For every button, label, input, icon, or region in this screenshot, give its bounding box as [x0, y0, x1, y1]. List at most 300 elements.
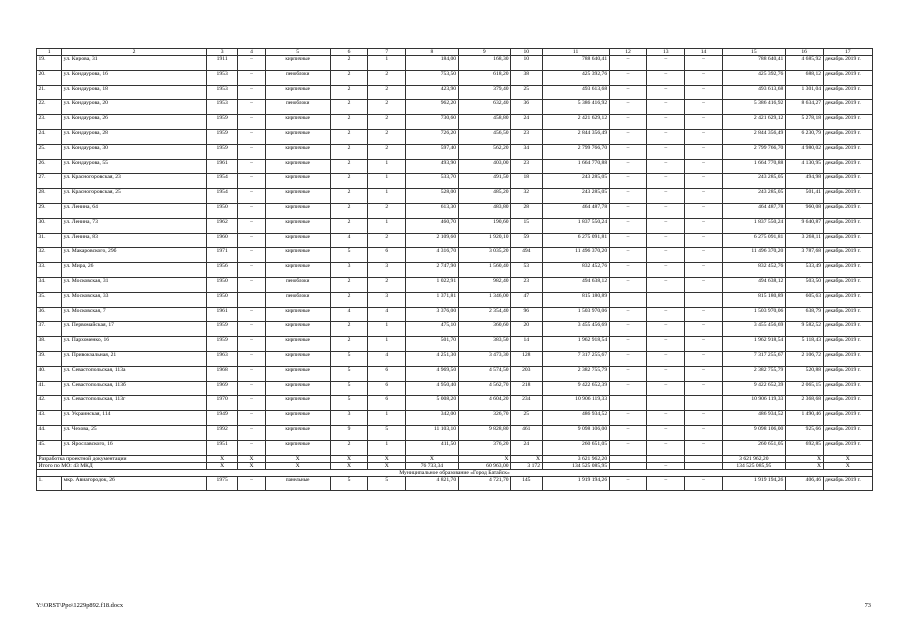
table-cell: ул. Ленина, 64: [62, 203, 207, 218]
table-cell: 24: [511, 440, 542, 455]
table-cell: 5: [330, 248, 368, 263]
table-row: [37, 56, 873, 71]
table-cell: [609, 396, 647, 411]
table-cell: декабрь 2019 г.: [823, 277, 872, 292]
table-cell: –: [609, 425, 647, 440]
table-cell: 1959: [206, 129, 237, 144]
table-cell: декабрь 2019 г.: [823, 337, 872, 352]
table-cell: –: [647, 129, 685, 144]
table-cell: 39.: [37, 351, 62, 366]
table-cell: –: [238, 203, 265, 218]
table-cell: –: [647, 248, 685, 263]
table-cell: 726,20: [406, 129, 458, 144]
table-cell: –: [647, 381, 685, 396]
column-number: 8: [406, 49, 458, 56]
table-row: [37, 129, 873, 144]
table-cell: декабрь 2019 г.: [823, 322, 872, 337]
table-cell: 45.: [37, 440, 62, 455]
table-cell: кирпичные: [265, 115, 330, 130]
table-cell: –: [647, 100, 685, 115]
document-file-path: Y:\ORST\Ppo\1229p892.f18.docx: [36, 602, 124, 609]
table-cell: ул. Московская, 7: [62, 307, 207, 322]
table-cell: ул. Макаровского, 29б: [62, 248, 207, 263]
table-cell: ул. Мира, 26: [62, 263, 207, 278]
table-cell: кирпичные: [265, 396, 330, 411]
table-cell: 7 317 255,67: [722, 351, 785, 366]
table-cell: декабрь 2019 г.: [823, 381, 872, 396]
table-cell: 6: [368, 248, 406, 263]
table-cell: декабрь 2019 г.: [823, 129, 872, 144]
table-cell: ул. Первомайская, 17: [62, 322, 207, 337]
table-cell: 520,88: [785, 366, 823, 381]
table-cell: –: [685, 277, 723, 292]
table-cell: –: [685, 218, 723, 233]
table-cell: 425 392,76: [542, 70, 609, 85]
table-cell: –: [647, 233, 685, 248]
table-cell: 4 251,30: [406, 351, 458, 366]
table-cell: –: [609, 263, 647, 278]
table-cell: –: [685, 476, 723, 491]
table-cell: 243 285,05: [542, 189, 609, 204]
table-cell: 2: [368, 115, 406, 130]
table-cell: 5 278,18: [785, 115, 823, 130]
table-cell: 618,20: [458, 70, 510, 85]
table-cell: 11 103,10: [406, 425, 458, 440]
table-cell: 730,60: [406, 115, 458, 130]
table-cell: –: [238, 174, 265, 189]
table-cell: 36.: [37, 307, 62, 322]
table-cell: –: [238, 351, 265, 366]
column-number: 4: [238, 49, 265, 56]
table-cell: [238, 292, 265, 307]
table-cell: –: [609, 322, 647, 337]
table-cell: –: [609, 115, 647, 130]
table-cell: 10: [511, 56, 542, 71]
table-cell: –: [609, 233, 647, 248]
table-cell: ул. Украинская, 114: [62, 411, 207, 426]
column-number: 2: [62, 49, 207, 56]
table-cell: –: [647, 411, 685, 426]
table-cell: 464 487,78: [542, 203, 609, 218]
table-cell: кирпичные: [265, 366, 330, 381]
table-cell: –: [647, 203, 685, 218]
table-cell: ул. Ленина, 83: [62, 233, 207, 248]
table-cell: [647, 396, 685, 411]
table-cell: [685, 462, 723, 469]
table-cell: декабрь 2019 г.: [823, 476, 872, 491]
table-cell: 1.: [37, 476, 62, 491]
table-cell: –: [685, 115, 723, 130]
table-cell: 342,00: [406, 411, 458, 426]
table-cell: X: [330, 455, 368, 462]
table-cell: [685, 292, 723, 307]
table-cell: 464 487,78: [722, 203, 785, 218]
table-cell: 1961: [206, 307, 237, 322]
column-number: 6: [330, 49, 368, 56]
table-cell: –: [647, 159, 685, 174]
table-cell: кирпичные: [265, 322, 330, 337]
table-cell: 1959: [206, 337, 237, 352]
table-cell: 475,10: [406, 322, 458, 337]
table-cell: 30.: [37, 218, 62, 233]
table-cell: ул. Красногоровская, 23: [62, 174, 207, 189]
table-row: [37, 144, 873, 159]
table-cell: 20: [511, 322, 542, 337]
table-cell: ул. Кондаурова, 18: [62, 85, 207, 100]
table-cell: –: [609, 56, 647, 71]
table-row: [37, 233, 873, 248]
table-cell: –: [609, 100, 647, 115]
table-cell: 31.: [37, 233, 62, 248]
municipality-section-row: [37, 469, 873, 476]
table-cell: [609, 462, 647, 469]
table-cell: кирпичные: [265, 307, 330, 322]
table-cell: 38.: [37, 337, 62, 352]
table-cell: 243 285,05: [722, 189, 785, 204]
table-cell: 2: [330, 322, 368, 337]
table-cell: 60 963,00: [458, 462, 510, 469]
column-number: 9: [458, 49, 510, 56]
table-cell: 4 562,70: [458, 381, 510, 396]
table-cell: X: [238, 462, 265, 469]
table-row: [37, 440, 873, 455]
table-cell: 458,80: [458, 115, 510, 130]
table-cell: 1950: [206, 203, 237, 218]
table-cell: Разработка проектной документации: [37, 455, 207, 462]
table-cell: 962,20: [406, 100, 458, 115]
table-cell: 5: [330, 396, 368, 411]
table-cell: 485,20: [458, 189, 510, 204]
table-cell: 1953: [206, 85, 237, 100]
table-cell: пеноблоки: [265, 292, 330, 307]
table-cell: 1: [368, 174, 406, 189]
table-cell: [647, 292, 685, 307]
table-cell: 406,46: [785, 476, 823, 491]
table-cell: –: [609, 248, 647, 263]
municipality-title: Муниципальное образование «Город Батайск»: [37, 469, 873, 476]
table-cell: –: [647, 307, 685, 322]
table-row: [37, 70, 873, 85]
table-cell: –: [685, 174, 723, 189]
table-cell: 2 799 766,70: [722, 144, 785, 159]
table-cell: 4 685,92: [785, 56, 823, 71]
table-cell: 1961: [206, 159, 237, 174]
table-cell: 815 180,89: [722, 292, 785, 307]
column-number: 16: [785, 49, 823, 56]
table-cell: 8 634,27: [785, 100, 823, 115]
table-cell: 425 392,76: [722, 70, 785, 85]
table-cell: ул. Кондаурова, 28: [62, 129, 207, 144]
table-cell: 1954: [206, 174, 237, 189]
table-cell: 5: [330, 366, 368, 381]
table-cell: 2: [330, 440, 368, 455]
table-cell: 29.: [37, 203, 62, 218]
table-cell: декабрь 2019 г.: [823, 56, 872, 71]
table-cell: 501,41: [785, 189, 823, 204]
table-cell: 2 354,40: [458, 307, 510, 322]
table-cell: 1954: [206, 189, 237, 204]
table-cell: 1 503 970,06: [722, 307, 785, 322]
table-cell: кирпичные: [265, 218, 330, 233]
table-row: [37, 189, 873, 204]
table-cell: 2: [330, 218, 368, 233]
table-cell: 5 386 416,92: [542, 100, 609, 115]
table-cell: 692,85: [785, 440, 823, 455]
table-cell: ул. Кондаурова, 55: [62, 159, 207, 174]
table-cell: 260 651,05: [542, 440, 609, 455]
table-cell: 501,70: [406, 337, 458, 352]
table-cell: –: [685, 263, 723, 278]
table-cell: 9 828,80: [458, 425, 510, 440]
table-cell: ул. Кондаурова, 20: [62, 100, 207, 115]
table-cell: 11 496 370,20: [542, 248, 609, 263]
table-cell: декабрь 2019 г.: [823, 263, 872, 278]
table-row: [37, 366, 873, 381]
table-cell: 753,50: [406, 70, 458, 85]
table-cell: 1: [368, 322, 406, 337]
table-cell: 1950: [206, 277, 237, 292]
table-cell: 3 376,00: [406, 307, 458, 322]
table-cell: 2: [330, 337, 368, 352]
table-cell: ул. Ленина, 73: [62, 218, 207, 233]
table-cell: 134 525 085,95: [542, 462, 609, 469]
table-cell: 25: [511, 411, 542, 426]
table-cell: 53: [511, 263, 542, 278]
capital-repair-table: [36, 48, 873, 491]
table-cell: –: [685, 381, 723, 396]
table-cell: 494 638,12: [542, 277, 609, 292]
table-cell: –: [647, 263, 685, 278]
table-row: [37, 307, 873, 322]
table-cell: 4: [368, 351, 406, 366]
table-cell: 486 934,52: [722, 411, 785, 426]
total-row: [37, 462, 873, 469]
table-cell: –: [685, 203, 723, 218]
table-cell: 533,49: [785, 263, 823, 278]
table-cell: 6 230,79: [785, 129, 823, 144]
table-cell: –: [238, 248, 265, 263]
table-cell: 1959: [206, 322, 237, 337]
table-cell: –: [238, 263, 265, 278]
table-cell: 2 844 356,49: [542, 129, 609, 144]
table-cell: 190,60: [458, 218, 510, 233]
table-cell: –: [609, 337, 647, 352]
table-cell: X: [368, 462, 406, 469]
table-cell: кирпичные: [265, 440, 330, 455]
table-cell: X: [265, 462, 330, 469]
table-cell: X: [238, 455, 265, 462]
table-cell: 10 906 119,33: [542, 396, 609, 411]
table-cell: –: [238, 396, 265, 411]
table-cell: –: [647, 70, 685, 85]
table-cell: 1 919 194,26: [542, 476, 609, 491]
table-cell: 11 496 370,20: [722, 248, 785, 263]
table-cell: –: [609, 440, 647, 455]
table-cell: 1 962 918,54: [722, 337, 785, 352]
table-cell: 403,00: [458, 159, 510, 174]
table-cell: 4 574,50: [458, 366, 510, 381]
table-cell: 494 638,12: [722, 277, 785, 292]
column-number: 17: [823, 49, 872, 56]
table-cell: ул. Московская, 31: [62, 277, 207, 292]
table-cell: 5: [330, 381, 368, 396]
table-cell: декабрь 2019 г.: [823, 189, 872, 204]
table-cell: декабрь 2019 г.: [823, 425, 872, 440]
document-sheet: [36, 48, 873, 491]
table-cell: 1 301,04: [785, 85, 823, 100]
table-cell: 5 118,43: [785, 337, 823, 352]
table-cell: 9: [330, 425, 368, 440]
table-cell: 3 268,11: [785, 233, 823, 248]
table-cell: X: [785, 455, 823, 462]
table-cell: –: [609, 366, 647, 381]
table-cell: 4: [330, 307, 368, 322]
table-cell: 1: [368, 159, 406, 174]
table-cell: 32.: [37, 248, 62, 263]
table-row: [37, 396, 873, 411]
table-cell: 383,50: [458, 337, 510, 352]
table-cell: 3 172: [511, 462, 542, 469]
table-cell: 41.: [37, 381, 62, 396]
table-row: [37, 351, 873, 366]
table-cell: ул. Московская, 33: [62, 292, 207, 307]
table-cell: 1: [368, 440, 406, 455]
table-cell: –: [685, 70, 723, 85]
table-cell: 1962: [206, 218, 237, 233]
table-cell: 24: [511, 115, 542, 130]
table-cell: –: [609, 411, 647, 426]
table-cell: 982,40: [458, 277, 510, 292]
table-cell: 1: [368, 56, 406, 71]
table-cell: 3 787,68: [785, 248, 823, 263]
table-cell: 34: [511, 144, 542, 159]
table-cell: –: [685, 248, 723, 263]
table-cell: 9 422 652,39: [542, 381, 609, 396]
table-cell: –: [647, 337, 685, 352]
table-cell: 59: [511, 233, 542, 248]
table-cell: 2: [330, 115, 368, 130]
table-cell: пеноблоки: [265, 70, 330, 85]
table-cell: панельные: [265, 476, 330, 491]
table-cell: 26.: [37, 159, 62, 174]
table-cell: –: [685, 411, 723, 426]
table-cell: 23.: [37, 115, 62, 130]
table-cell: 4 950,40: [406, 381, 458, 396]
table-cell: декабрь 2019 г.: [823, 218, 872, 233]
table-cell: –: [647, 218, 685, 233]
table-cell: –: [238, 159, 265, 174]
table-cell: –: [238, 476, 265, 491]
table-cell: –: [647, 144, 685, 159]
table-cell: декабрь 2019 г.: [823, 203, 872, 218]
table-cell: 2: [330, 129, 368, 144]
table-cell: –: [238, 70, 265, 85]
table-cell: кирпичные: [265, 56, 330, 71]
table-cell: 35.: [37, 292, 62, 307]
table-cell: 44.: [37, 425, 62, 440]
table-cell: кирпичные: [265, 233, 330, 248]
table-cell: 23: [511, 277, 542, 292]
table-cell: кирпичные: [265, 174, 330, 189]
table-cell: –: [685, 85, 723, 100]
table-cell: кирпичные: [265, 351, 330, 366]
table-cell: –: [609, 129, 647, 144]
table-cell: 9 098 106,00: [722, 425, 785, 440]
table-cell: 2: [330, 292, 368, 307]
table-cell: X: [823, 455, 872, 462]
table-cell: 1 371,81: [406, 292, 458, 307]
table-cell: X: [823, 462, 872, 469]
table-cell: 638,79: [785, 307, 823, 322]
table-cell: 9 640,87: [785, 218, 823, 233]
table-cell: 2: [368, 70, 406, 85]
table-cell: 4 821,70: [406, 476, 458, 491]
table-cell: декабрь 2019 г.: [823, 396, 872, 411]
table-cell: кирпичные: [265, 337, 330, 352]
table-cell: 788 640,41: [542, 56, 609, 71]
table-cell: Итого по МО: 43 МКД: [37, 462, 207, 469]
table-cell: [609, 455, 647, 462]
column-number: 12: [609, 49, 647, 56]
table-cell: –: [238, 189, 265, 204]
column-number: 1: [37, 49, 62, 56]
column-number: 7: [368, 49, 406, 56]
table-cell: 4: [368, 307, 406, 322]
table-cell: кирпичные: [265, 129, 330, 144]
table-cell: –: [609, 189, 647, 204]
table-cell: 483,80: [458, 203, 510, 218]
table-cell: 2 747,90: [406, 263, 458, 278]
table-cell: 2: [330, 277, 368, 292]
table-cell: 1992: [206, 425, 237, 440]
table-cell: 1950: [206, 292, 237, 307]
table-cell: 832 452,76: [542, 263, 609, 278]
table-cell: 1968: [206, 366, 237, 381]
table-cell: 5: [330, 351, 368, 366]
table-cell: 40.: [37, 366, 62, 381]
table-cell: 4 604,20: [458, 396, 510, 411]
table-cell: –: [647, 189, 685, 204]
table-cell: 234: [511, 396, 542, 411]
table-cell: кирпичные: [265, 159, 330, 174]
table-cell: 832 452,76: [722, 263, 785, 278]
table-cell: –: [609, 307, 647, 322]
table-cell: 4 316,70: [406, 248, 458, 263]
table-cell: 2: [368, 100, 406, 115]
table-cell: 493 613,68: [542, 85, 609, 100]
table-cell: 326,70: [458, 411, 510, 426]
table-cell: –: [647, 462, 685, 469]
table-cell: 5: [368, 425, 406, 440]
table-cell: 1970: [206, 396, 237, 411]
table-cell: [609, 292, 647, 307]
table-cell: 1975: [206, 476, 237, 491]
table-cell: 28.: [37, 189, 62, 204]
column-number: 15: [722, 49, 785, 56]
table-row: [37, 85, 873, 100]
table-cell: 461: [511, 425, 542, 440]
table-cell: ул. Кондаурова, 30: [62, 144, 207, 159]
table-cell: 1969: [206, 381, 237, 396]
table-cell: –: [647, 425, 685, 440]
table-cell: 145: [511, 476, 542, 491]
table-cell: 6: [368, 366, 406, 381]
table-cell: 1 346,00: [458, 292, 510, 307]
table-cell: 456,50: [458, 129, 510, 144]
table-cell: 1963: [206, 351, 237, 366]
table-cell: 411,50: [406, 440, 458, 455]
table-cell: декабрь 2019 г.: [823, 351, 872, 366]
